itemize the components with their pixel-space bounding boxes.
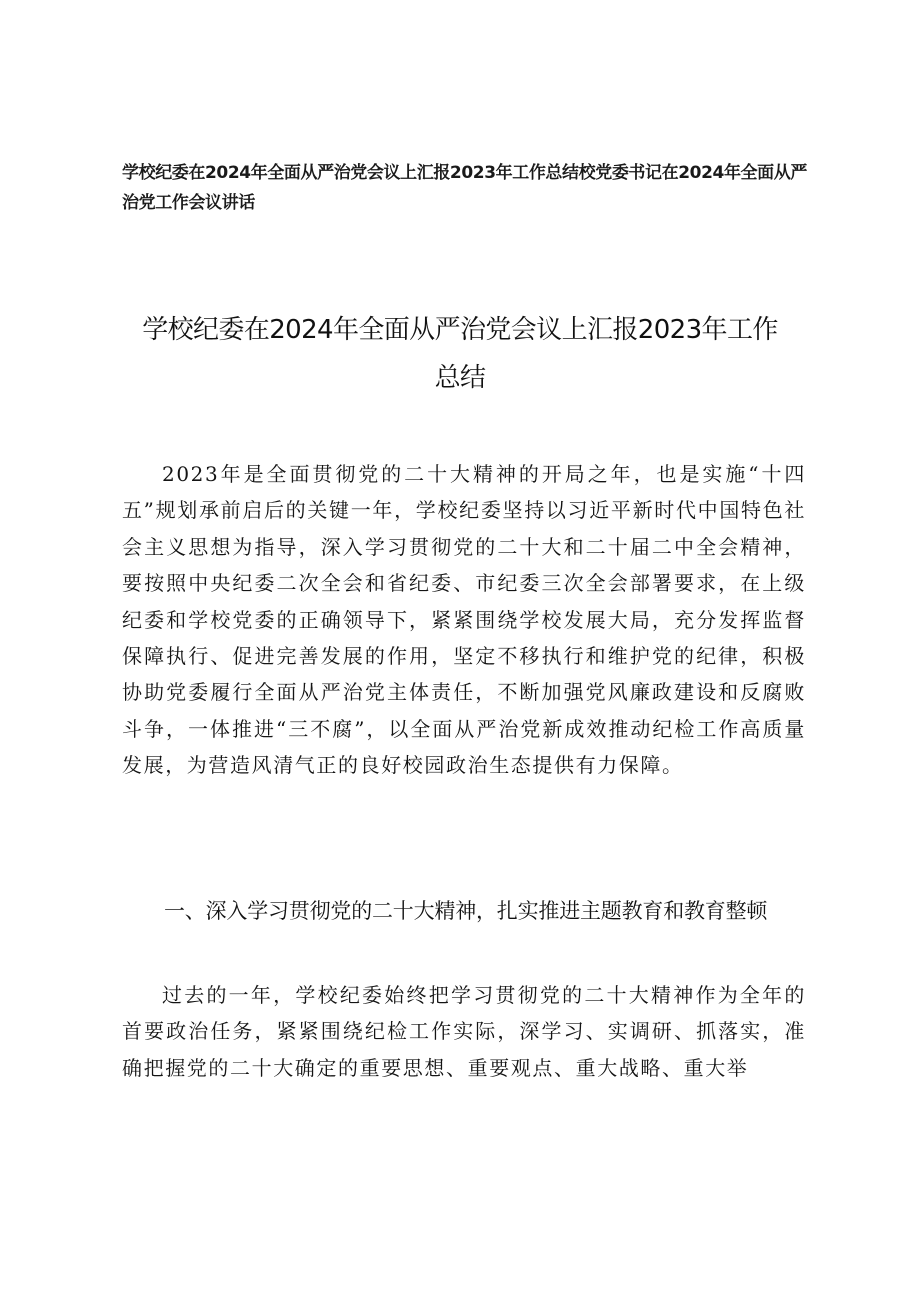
intro-paragraph: 2023年是全面贯彻党的二十大精神的开局之年，也是实施“十四五”规划承前启后的关键一年，学校纪委坚持以习近平新时代中国特色社会主义思想为指导，深入学习贯彻党的二十大和二十届二中全会精神，要按照中央纪委二次全会和省纪委、市纪委三次全会部署要求，在上级纪委和学校党委的正确领导下，紧紧围绕学校发展大局，充分发挥监督保障执行、促进完善发展的作用，坚定不移执行和维护党的纪律，积极协助党委履行全面从严治党主体责任，不断加强党风廉政建设和反腐败斗争，一体推进“三不腐”，以全面从严治党新成效推动纪检工作高质量发展，为营造风清气正的良好校园政治生态提供有力保障。 bbox=[122, 462, 806, 778]
document-title: 学校纪委在2024年全面从严治党会议上汇报2023年工作总结 bbox=[142, 315, 778, 393]
section-paragraph-1: 过去的一年，学校纪委始终把学习贯彻党的二十大精神作为全年的首要政治任务，紧紧围绕纪检工作实际，深学习、实调研、抓落实，准确把握党的二十大确定的重要思想、重要观点、重大战略、重大举 bbox=[122, 983, 806, 1080]
section-heading-1: 一、深入学习贯彻党的二十大精神，扎实推进主题教育和教育整顿 bbox=[164, 899, 768, 923]
document-header-title: 学校纪委在2024年全面从严治党会议上汇报2023年工作总结校党委书记在2024年全面从严治党工作会议讲话 bbox=[122, 163, 807, 213]
